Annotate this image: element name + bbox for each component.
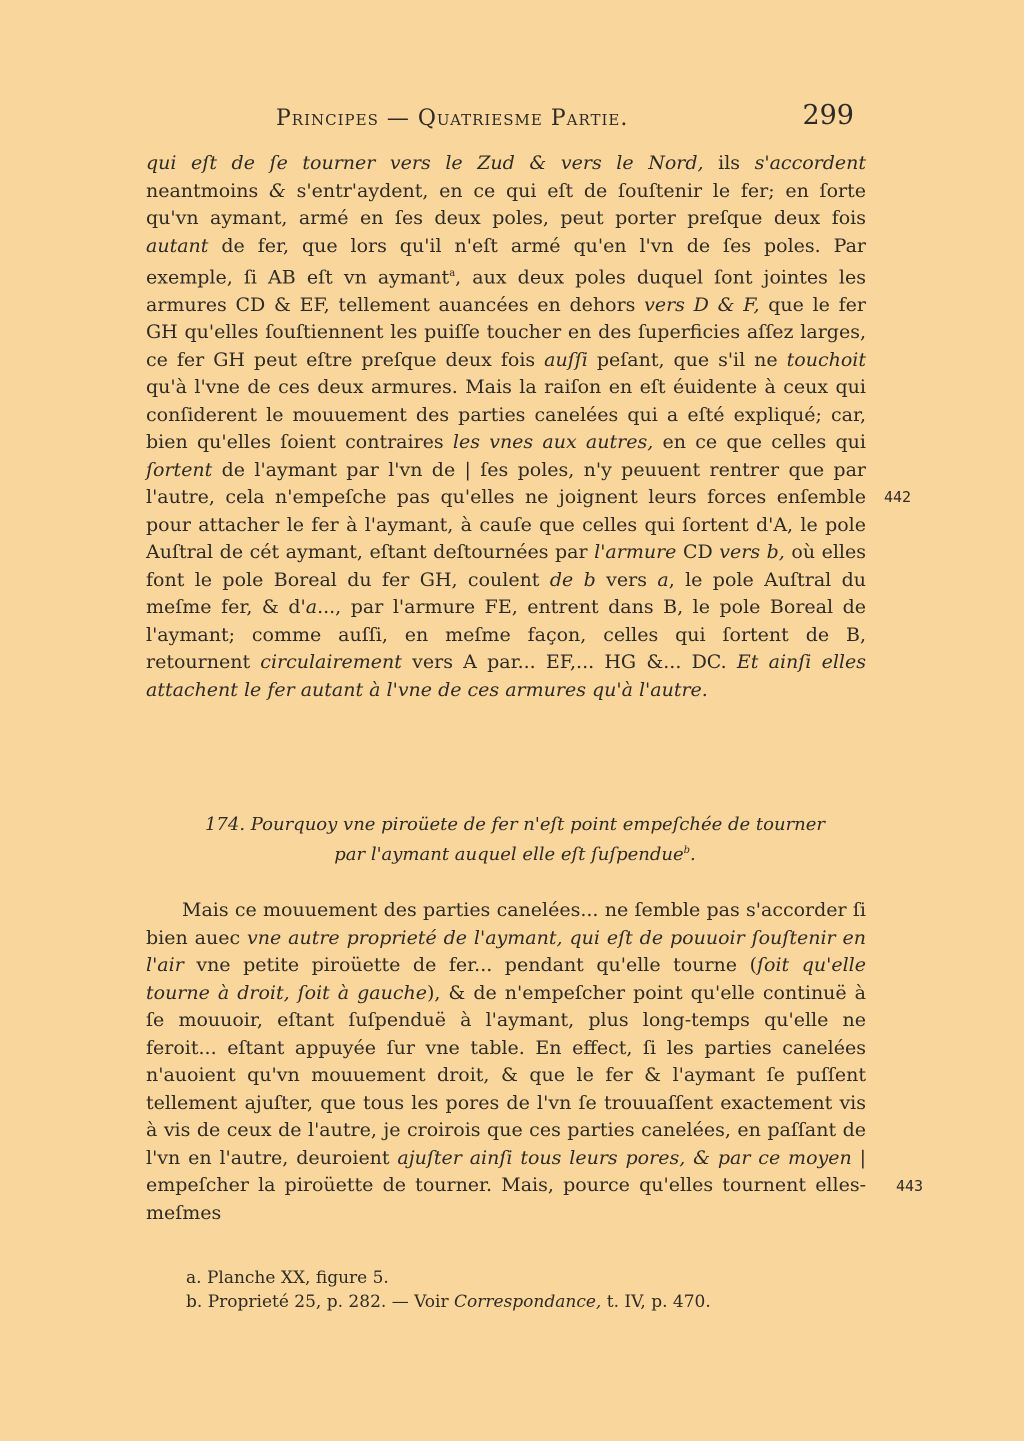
footnote-b [186, 1290, 711, 1314]
text-run: auſſi [544, 348, 588, 371]
text-run: peſant, que s'il ne [587, 348, 787, 371]
running-title: Principes — Quatriesme Partie. [276, 106, 629, 131]
text-run: de b [549, 568, 596, 591]
text-run: ajuſter ainſi tous leurs pores, & par ce moyen [397, 1146, 852, 1169]
text-run: ils [703, 152, 755, 174]
paragraph-1 [146, 150, 866, 704]
section-heading-line-1: 174. Pourquoy vne piroüete de fer n'eſt point empeſchée de tourner [204, 814, 826, 835]
text-run: qui eſt de ſe tourner vers le Zud & vers le Nord, [146, 152, 704, 174]
margin-page-ref: 443 [896, 1177, 924, 1195]
footnote-label: b. [186, 1292, 203, 1312]
text-run: vers D & F, [644, 293, 760, 316]
footnote-ref-b: b [683, 845, 691, 856]
footnote-text: t. IV, p. 470. [601, 1292, 711, 1312]
text-run: ſortent [146, 458, 213, 481]
text-run: circulairement [260, 651, 402, 674]
footnote-text: Planche XX, figure 5. [206, 1268, 389, 1288]
text-run: | empeſcher la piroüette de tourner. Mais, pource qu'elles tournent elles-meſmes [146, 1146, 866, 1224]
text-run: s'entr'aydent, en ce qui eſt de ſouſtenir le fer; en ſorte qu'vn aymant, armé en ſes deux poles, peut porter preſque deux fois [146, 179, 866, 229]
page-number: 299 [802, 100, 854, 131]
text-run: . [690, 844, 696, 865]
text-run: autant [146, 234, 209, 257]
footnote-a [186, 1266, 711, 1290]
text-run: qu'à l'vne de ces deux armures. Mais la raiſon en eſt éuidente à ceux qui conſiderent le mouuement des parties canelées qui a eſté expliqué; car, bien qu'elles ſoient contraires [146, 376, 866, 454]
text-run: en ce que celles qui [653, 431, 866, 454]
text-run: que le fer GH qu'elles ſouſtiennent les puiſſe toucher en des ſuperficies aſſez larges, ce fer GH peut eſtre preſque deux fois [146, 293, 866, 371]
text-run: vers b, [719, 541, 785, 564]
text-run: vers [595, 568, 658, 591]
text-run: de l'aymant par l'vn de | ſes poles, n'y peuuent rentrer que par l'autre, cela n'empeſche pas qu'elles ne joignent leurs forces enſemble pour attacher le fer à l'aymant, à cauſe que celles qui ſortent d'A, le pole Auſtral de cét aymant, eſtant deſtournées par [146, 458, 866, 564]
text-run: Et ainſi elles attachent le fer autant à l'vne de ces armures qu'à l'autre. [146, 651, 866, 701]
text-run: vne autre proprieté de l'aymant, qui eſt de pouuoir ſouſtenir en l'air [146, 926, 866, 976]
text-run: a [305, 596, 318, 619]
text-run: vers A par... EF,... HG &... DC. [401, 651, 737, 674]
text-run: Mais ce mouuement des parties canelées... ne ſemble pas s'accorder ſi bien auec [146, 899, 866, 949]
section-heading [170, 812, 860, 868]
text-run: les vnes aux autres, [452, 431, 654, 454]
text-run: où elles font le pole Boreal du fer GH, coulent [146, 541, 866, 591]
section-heading-line-2 [170, 838, 860, 868]
footnote-text: Proprieté 25, p. 282. — Voir [207, 1292, 455, 1312]
text-run: CD [676, 541, 720, 564]
text-run: neantmoins [146, 179, 269, 202]
text-run: a [657, 568, 669, 591]
text-run: s'accordent [754, 152, 867, 174]
text-run: ..., par l'armure FE, entrent dans B, le pole Boreal de l'aymant; comme auſſi, en meſme façon, celles qui ſortent de B, retournent [146, 596, 866, 674]
footnote-ref-a: a [449, 268, 456, 279]
text-run: l'armure [594, 541, 677, 564]
footnote-text: Correspondance, [454, 1292, 602, 1312]
text-run: touchoit [786, 348, 866, 371]
text-run: vne petite piroüette de fer... pendant qu'elle tourne ( [183, 954, 757, 976]
text-run: par l'aymant auquel elle eſt ſuſpendue [334, 844, 684, 865]
text-run: ſoit qu'elle tourne à droit, ſoit à gauche [146, 954, 866, 1004]
footnote-label: a. [186, 1268, 202, 1288]
text-run: , le pole Auſtral du meſme fer, & d' [146, 568, 867, 619]
paragraph-2 [146, 897, 866, 1227]
text-run: de fer, que lors qu'il n'eſt armé qu'en l'vn de ſes poles. Par exemple, ſi AB eſt vn aymant [146, 234, 866, 289]
running-header [276, 100, 854, 140]
text-run: , aux deux poles duquel ſont jointes les armures CD & EF, tellement auancées en dehors [146, 266, 866, 316]
margin-page-ref: 442 [884, 488, 912, 506]
text-run: & [268, 179, 286, 202]
text-run: ), & de n'empeſcher point qu'elle continuë à ſe mouuoir, eſtant ſuſpenduë à l'aymant, plus long-temps qu'elle ne feroit... eſtant appuyée ſur vne table. En effect, ſi les parties canelées n'auoient qu'vn mouuement droit, & que le fer & l'aymant ſe puſſent tellement ajuſter, que tous les pores de l'vn ſe trouuaſſent exactement vis à vis de ceux de l'autre, je croirois que ces parties canelées, en paſſant de l'vn en l'autre, deuroient [146, 981, 866, 1169]
footnotes [186, 1266, 711, 1314]
